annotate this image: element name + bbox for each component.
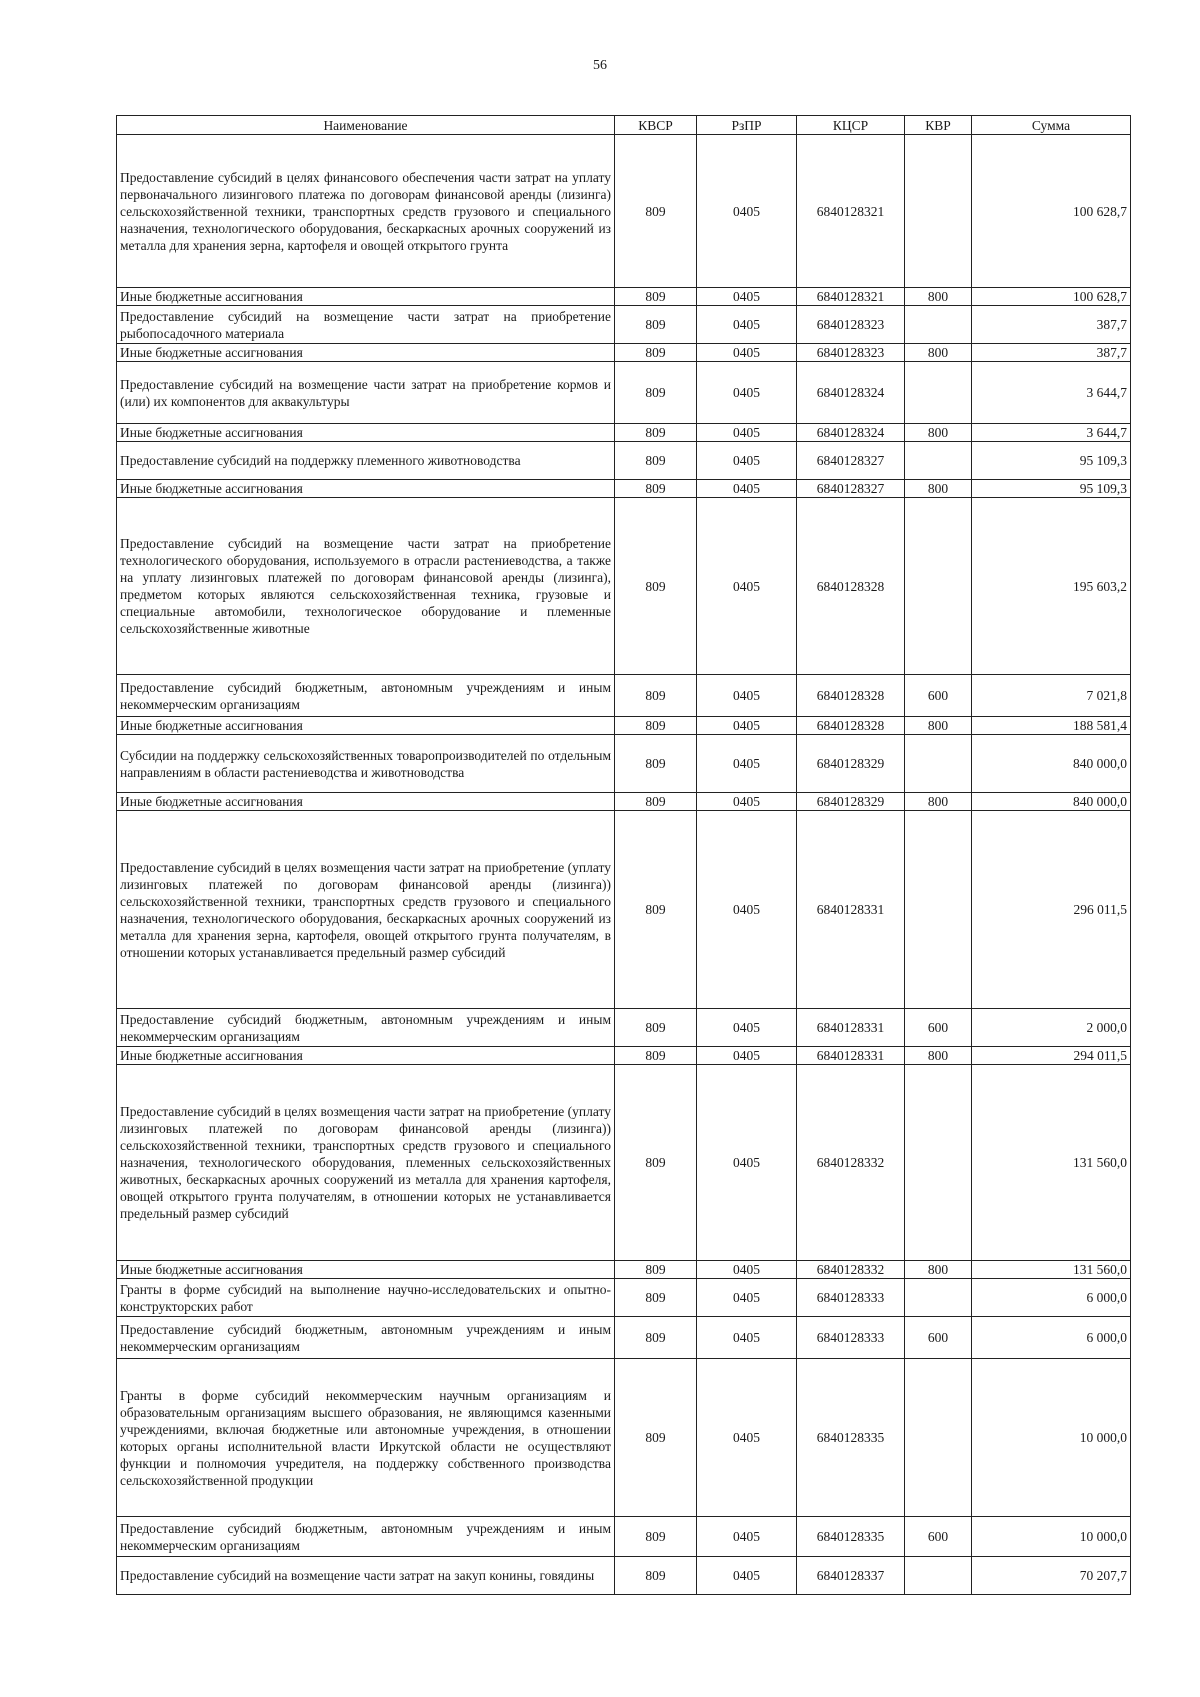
row-rzpr: 0405 (697, 1557, 797, 1595)
row-kcsr: 6840128335 (797, 1359, 905, 1517)
row-kvr (905, 1279, 972, 1317)
table-row (117, 306, 1131, 344)
row-name: Предоставление субсидий в целях возмещения части затрат на приобретение (уплату лизинговых платежей по договорам финансовой аренды (лизинга)) сельскохозяйственной техники, транспортных средств грузового и специального назначения, технологического оборудования, племенных сельскохозяйственных животных, бескаркасных арочных сооружений из металла для хранения картофеля, овощей открытого грунта получателям, в отношении которых не устанавливается предельный размер субсидий (117, 1065, 615, 1261)
row-name: Иные бюджетные ассигнования (117, 1047, 615, 1065)
row-kvsr: 809 (615, 498, 697, 675)
row-sum: 296 011,5 (972, 811, 1131, 1009)
row-sum: 840 000,0 (972, 735, 1131, 793)
table-row (117, 1557, 1131, 1595)
row-rzpr: 0405 (697, 1317, 797, 1359)
table-row (117, 480, 1131, 498)
row-name: Предоставление субсидий бюджетным, автономным учреждениям и иным некоммерческим организациям (117, 1517, 615, 1557)
table-row (117, 424, 1131, 442)
table-row (117, 793, 1131, 811)
row-sum: 10 000,0 (972, 1517, 1131, 1557)
row-kvsr: 809 (615, 1009, 697, 1047)
row-kvr (905, 362, 972, 424)
row-kvsr: 809 (615, 362, 697, 424)
row-kvsr: 809 (615, 1065, 697, 1261)
header-name: Наименование (117, 116, 615, 135)
row-sum: 188 581,4 (972, 717, 1131, 735)
row-kvr: 600 (905, 1317, 972, 1359)
table-row (117, 1517, 1131, 1557)
row-rzpr: 0405 (697, 498, 797, 675)
row-kvsr: 809 (615, 288, 697, 306)
row-name: Иные бюджетные ассигнования (117, 1261, 615, 1279)
row-kvsr: 809 (615, 424, 697, 442)
row-kcsr: 6840128333 (797, 1317, 905, 1359)
row-kvr: 600 (905, 675, 972, 717)
row-kvsr: 809 (615, 1047, 697, 1065)
row-kvsr: 809 (615, 1517, 697, 1557)
row-kcsr: 6840128335 (797, 1517, 905, 1557)
row-name: Иные бюджетные ассигнования (117, 717, 615, 735)
row-sum: 6 000,0 (972, 1279, 1131, 1317)
row-kvsr: 809 (615, 735, 697, 793)
row-sum: 131 560,0 (972, 1065, 1131, 1261)
row-kcsr: 6840128328 (797, 675, 905, 717)
row-kcsr: 6840128327 (797, 480, 905, 498)
row-rzpr: 0405 (697, 675, 797, 717)
row-kvr: 800 (905, 1261, 972, 1279)
row-name: Иные бюджетные ассигнования (117, 344, 615, 362)
row-sum: 100 628,7 (972, 135, 1131, 288)
row-kcsr: 6840128331 (797, 811, 905, 1009)
row-name: Субсидии на поддержку сельскохозяйственных товаропроизводителей по отдельным направлениям в области растениеводства и животноводства (117, 735, 615, 793)
row-sum: 100 628,7 (972, 288, 1131, 306)
row-rzpr: 0405 (697, 1359, 797, 1517)
row-kvsr: 809 (615, 306, 697, 344)
row-kcsr: 6840128321 (797, 288, 905, 306)
row-sum: 294 011,5 (972, 1047, 1131, 1065)
row-name: Гранты в форме субсидий некоммерческим научным организациям и образовательным организациям высшего образования, не являющимся казенными учреждениями, включая бюджетные или автономные учреждения, в отношении которых органы исполнительной власти Иркутской области не осуществляют функции и полномочия учредителя, на поддержку собственного производства сельскохозяйственной продукции (117, 1359, 615, 1517)
row-sum: 387,7 (972, 306, 1131, 344)
table-row (117, 442, 1131, 480)
row-kvr: 800 (905, 424, 972, 442)
row-rzpr: 0405 (697, 1065, 797, 1261)
row-rzpr: 0405 (697, 306, 797, 344)
row-rzpr: 0405 (697, 1047, 797, 1065)
row-name: Предоставление субсидий в целях возмещения части затрат на приобретение (уплату лизинговых платежей по договорам финансовой аренды (лизинга)) сельскохозяйственной техники, транспортных средств грузового и специального назначения, технологического оборудования, бескаркасных арочных сооружений из металла для хранения зерна, картофеля, овощей открытого грунта получателям, в отношении которых устанавливается предельный размер субсидий (117, 811, 615, 1009)
row-kvsr: 809 (615, 1261, 697, 1279)
table-row (117, 735, 1131, 793)
table-row (117, 675, 1131, 717)
row-kcsr: 6840128337 (797, 1557, 905, 1595)
table-row (117, 1317, 1131, 1359)
row-name: Иные бюджетные ассигнования (117, 288, 615, 306)
row-rzpr: 0405 (697, 1279, 797, 1317)
row-kvsr: 809 (615, 793, 697, 811)
row-kvr (905, 1359, 972, 1517)
row-sum: 2 000,0 (972, 1009, 1131, 1047)
row-kcsr: 6840128329 (797, 735, 905, 793)
header-kcsr: КЦСР (797, 116, 905, 135)
row-name: Предоставление субсидий на поддержку племенного животноводства (117, 442, 615, 480)
row-kcsr: 6840128333 (797, 1279, 905, 1317)
table-row (117, 811, 1131, 1009)
row-kcsr: 6840128323 (797, 344, 905, 362)
table-row (117, 1359, 1131, 1517)
row-kvsr: 809 (615, 1359, 697, 1517)
row-sum: 7 021,8 (972, 675, 1131, 717)
row-name: Предоставление субсидий бюджетным, автономным учреждениям и иным некоммерческим организациям (117, 675, 615, 717)
row-sum: 131 560,0 (972, 1261, 1131, 1279)
page-number: 56 (593, 58, 607, 73)
row-kcsr: 6840128332 (797, 1261, 905, 1279)
row-kvsr: 809 (615, 1557, 697, 1595)
row-rzpr: 0405 (697, 480, 797, 498)
row-kvr: 800 (905, 793, 972, 811)
row-kvr: 600 (905, 1009, 972, 1047)
row-kvsr: 809 (615, 344, 697, 362)
row-name: Гранты в форме субсидий на выполнение научно-исследовательских и опытно-конструкторских работ (117, 1279, 615, 1317)
row-rzpr: 0405 (697, 424, 797, 442)
row-kvr: 800 (905, 288, 972, 306)
header-kvsr: КВСР (615, 116, 697, 135)
row-kvr (905, 1065, 972, 1261)
header-kvr: КВР (905, 116, 972, 135)
header-sum: Сумма (972, 116, 1131, 135)
row-kvsr: 809 (615, 480, 697, 498)
row-kvsr: 809 (615, 1317, 697, 1359)
table-row (117, 1065, 1131, 1261)
row-rzpr: 0405 (697, 288, 797, 306)
row-kcsr: 6840128328 (797, 717, 905, 735)
row-kcsr: 6840128328 (797, 498, 905, 675)
row-sum: 6 000,0 (972, 1317, 1131, 1359)
table-header-row (117, 116, 1131, 135)
row-kcsr: 6840128321 (797, 135, 905, 288)
row-kcsr: 6840128331 (797, 1009, 905, 1047)
row-rzpr: 0405 (697, 1261, 797, 1279)
row-rzpr: 0405 (697, 717, 797, 735)
budget-table (116, 115, 1131, 1595)
row-kcsr: 6840128323 (797, 306, 905, 344)
row-name: Иные бюджетные ассигнования (117, 424, 615, 442)
row-sum: 95 109,3 (972, 442, 1131, 480)
table-row (117, 135, 1131, 288)
table-row (117, 498, 1131, 675)
row-kcsr: 6840128327 (797, 442, 905, 480)
table-row (117, 1279, 1131, 1317)
row-name: Предоставление субсидий в целях финансового обеспечения части затрат на уплату первоначального лизингового платежа по договорам финансовой аренды (лизинга) сельскохозяйственной техники, транспортных средств грузового и специального назначения, технологического оборудования, бескаркасных арочных сооружений из металла для хранения зерна, картофеля и овощей открытого грунта (117, 135, 615, 288)
row-sum: 195 603,2 (972, 498, 1131, 675)
header-rzpr: РзПР (697, 116, 797, 135)
row-kvr (905, 135, 972, 288)
row-kvr: 800 (905, 717, 972, 735)
row-rzpr: 0405 (697, 135, 797, 288)
row-rzpr: 0405 (697, 442, 797, 480)
table-row (117, 1047, 1131, 1065)
table-row (117, 1009, 1131, 1047)
row-sum: 387,7 (972, 344, 1131, 362)
row-rzpr: 0405 (697, 344, 797, 362)
row-kcsr: 6840128331 (797, 1047, 905, 1065)
row-name: Предоставление субсидий на возмещение части затрат на закуп конины, говядины (117, 1557, 615, 1595)
row-kvsr: 809 (615, 135, 697, 288)
row-name: Предоставление субсидий на возмещение части затрат на приобретение кормов и (или) их компонентов для аквакультуры (117, 362, 615, 424)
row-rzpr: 0405 (697, 735, 797, 793)
row-sum: 95 109,3 (972, 480, 1131, 498)
row-kcsr: 6840128324 (797, 424, 905, 442)
row-kvr: 800 (905, 1047, 972, 1065)
row-rzpr: 0405 (697, 1517, 797, 1557)
row-name: Предоставление субсидий на возмещение части затрат на приобретение рыбопосадочного материала (117, 306, 615, 344)
row-name: Предоставление субсидий бюджетным, автономным учреждениям и иным некоммерческим организациям (117, 1317, 615, 1359)
row-rzpr: 0405 (697, 362, 797, 424)
row-kvr (905, 306, 972, 344)
row-kcsr: 6840128332 (797, 1065, 905, 1261)
row-kvr (905, 1557, 972, 1595)
table-row (117, 344, 1131, 362)
row-kcsr: 6840128329 (797, 793, 905, 811)
row-kvsr: 809 (615, 675, 697, 717)
table-row (117, 717, 1131, 735)
table-row (117, 362, 1131, 424)
row-kvr (905, 442, 972, 480)
row-name: Предоставление субсидий бюджетным, автономным учреждениям и иным некоммерческим организациям (117, 1009, 615, 1047)
row-kvsr: 809 (615, 442, 697, 480)
table-row (117, 1261, 1131, 1279)
row-sum: 70 207,7 (972, 1557, 1131, 1595)
row-sum: 3 644,7 (972, 362, 1131, 424)
row-kcsr: 6840128324 (797, 362, 905, 424)
row-kvr (905, 498, 972, 675)
row-rzpr: 0405 (697, 1009, 797, 1047)
table-row (117, 288, 1131, 306)
row-sum: 3 644,7 (972, 424, 1131, 442)
row-kvr: 600 (905, 1517, 972, 1557)
row-kvsr: 809 (615, 717, 697, 735)
row-name: Иные бюджетные ассигнования (117, 480, 615, 498)
row-rzpr: 0405 (697, 793, 797, 811)
row-kvr (905, 735, 972, 793)
row-kvsr: 809 (615, 811, 697, 1009)
row-sum: 840 000,0 (972, 793, 1131, 811)
row-sum: 10 000,0 (972, 1359, 1131, 1517)
row-kvr (905, 811, 972, 1009)
row-kvr: 800 (905, 480, 972, 498)
row-name: Предоставление субсидий на возмещение части затрат на приобретение технологического оборудования, используемого в отрасли растениеводства, а также на уплату лизинговых платежей по договорам финансовой аренды (лизинга), предметом которых являются сельскохозяйственная техника, грузовые и специальные автомобили, технологическое оборудование и племенные сельскохозяйственные животные (117, 498, 615, 675)
row-rzpr: 0405 (697, 811, 797, 1009)
row-kvsr: 809 (615, 1279, 697, 1317)
row-kvr: 800 (905, 344, 972, 362)
row-name: Иные бюджетные ассигнования (117, 793, 615, 811)
